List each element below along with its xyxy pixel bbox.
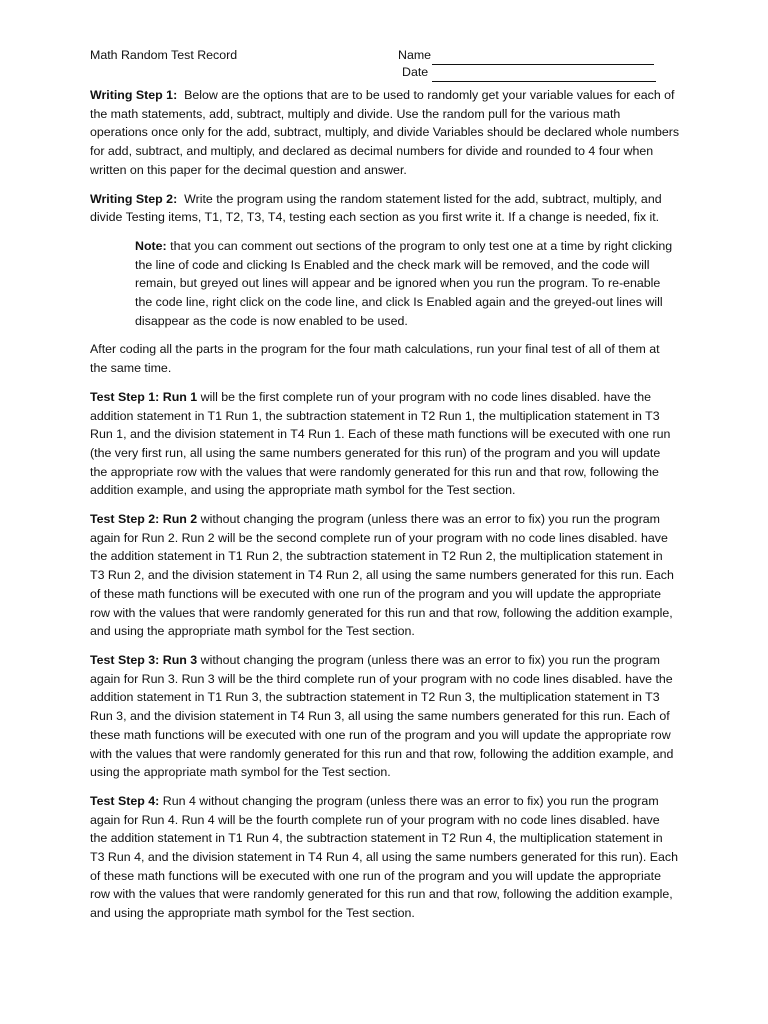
writing-step-1-label: Writing Step 1: xyxy=(90,88,178,102)
writing-step-2-paragraph xyxy=(90,190,680,227)
name-label: Name xyxy=(398,48,432,62)
note-paragraph xyxy=(135,237,680,331)
date-field xyxy=(402,63,656,82)
note-label: Note: xyxy=(135,238,167,253)
writing-step-1-text: Below are the options that are to be used to randomly get your variable values for each of the math statements, add, subtract, multiply and divide. Use the random pull for the various math operations once only for the add, subtract, multiply, and divide Variables should be declared whole numbers for add, subtract, and multiply, and declared as decimal numbers for divide and rounded to 4 four when written on this paper for the decimal question and answer. xyxy=(90,88,680,177)
name-field xyxy=(398,46,654,65)
test-step-1-text: will be the first complete run of your program with no code lines disabled. have the addition statement in T1 Run 1, the subtraction statement in T2 Run 1, the multiplication statement in T3 Run 1, and the division statement in T4 Run 1. Each of these math functions will be executed with one run (the very first run, all using the same numbers generated for this run) of the program and you will update the appropriate row with the values that were randomly generated for this run and that row, following the addition example, and using the appropriate math symbol for the Test section. xyxy=(90,389,671,498)
document-title: Math Random Test Record xyxy=(90,48,238,62)
test-step-4-label: Test Step 4: xyxy=(90,793,160,808)
test-step-3-paragraph xyxy=(90,651,680,782)
note-text: that you can comment out sections of the program to only test one at a time by right clicking the line of code and clicking Is Enabled and the check mark will be removed, and the code will remain, but greyed out lines will appear and be ignored when you run the program. To re-enable the code line, right click on the code line, and click Is Enabled again and the greyed-out lines will disappear as the code is now enabled to be used. xyxy=(135,238,673,328)
test-step-3-text: without changing the program (unless there was an error to fix) you run the program again for Run 3. Run 3 will be the third complete run of your program with no code lines disabled. have the addition statement in T1 Run 3, the subtraction statement in T2 Run 3, the multiplication statement in T3 Run 3, and the division statement in T4 Run 3, all using the same numbers generated for this run. Each of these math functions will be executed with one run of the program and you will update the appropriate row with the values that were randomly generated for this run and that row, following the addition example, and using the appropriate math symbol for the Test section. xyxy=(90,652,674,780)
date-blank-line xyxy=(432,68,656,82)
writing-step-1-paragraph xyxy=(90,86,680,180)
test-step-2-paragraph xyxy=(90,510,680,641)
document-header xyxy=(90,46,680,86)
after-coding-paragraph xyxy=(90,340,680,377)
test-step-4-paragraph xyxy=(90,792,680,923)
test-step-2-text: without changing the program (unless there was an error to fix) you run the program again for Run 2. Run 2 will be the second complete run of your program with no code lines disabled. have the addition statement in T1 Run 2, the subtraction statement in T2 Run 2, the multiplication statement in T3 Run 2, and the division statement in T4 Run 2, all using the same numbers generated for this run. Each of these math functions will be executed with one run of the program and you will update the appropriate row with the values that were randomly generated for this run and that row, following the addition example, and using the appropriate math symbol for the Test section. xyxy=(90,512,674,639)
test-step-2-label: Test Step 2: Run 2 xyxy=(90,512,198,527)
writing-step-2-text: Write the program using the random statement listed for the add, subtract, multiply, and divide Testing items, T1, T2, T3, T4, testing each section as you first write it. If a change is needed, fix it. xyxy=(90,191,662,225)
document-page xyxy=(90,46,680,933)
test-step-3-label: Test Step 3: Run 3 xyxy=(90,652,198,667)
test-step-1-paragraph xyxy=(90,388,680,500)
test-step-4-text: Run 4 without changing the program (unless there was an error to fix) you run the program again for Run 4. Run 4 will be the fourth complete run of your program with no code lines disabled. have the addition statement in T1 Run 4, the subtraction statement in T2 Run 4, the multiplication statement in T3 Run 4, and the division statement in T4 Run 4, all using the same numbers generated for this run). Each of these math functions will be executed with one run of the program and you will update the appropriate row with the values that were randomly generated for this run and that row, following the addition example, and using the appropriate math symbol for the Test section. xyxy=(90,793,678,921)
writing-step-2-label: Writing Step 2: xyxy=(90,191,178,206)
date-label: Date xyxy=(402,65,429,79)
after-coding-text: After coding all the parts in the program for the four math calculations, run your final test of all of them at the same time. xyxy=(90,342,660,376)
test-step-1-label: Test Step 1: Run 1 xyxy=(90,389,198,404)
